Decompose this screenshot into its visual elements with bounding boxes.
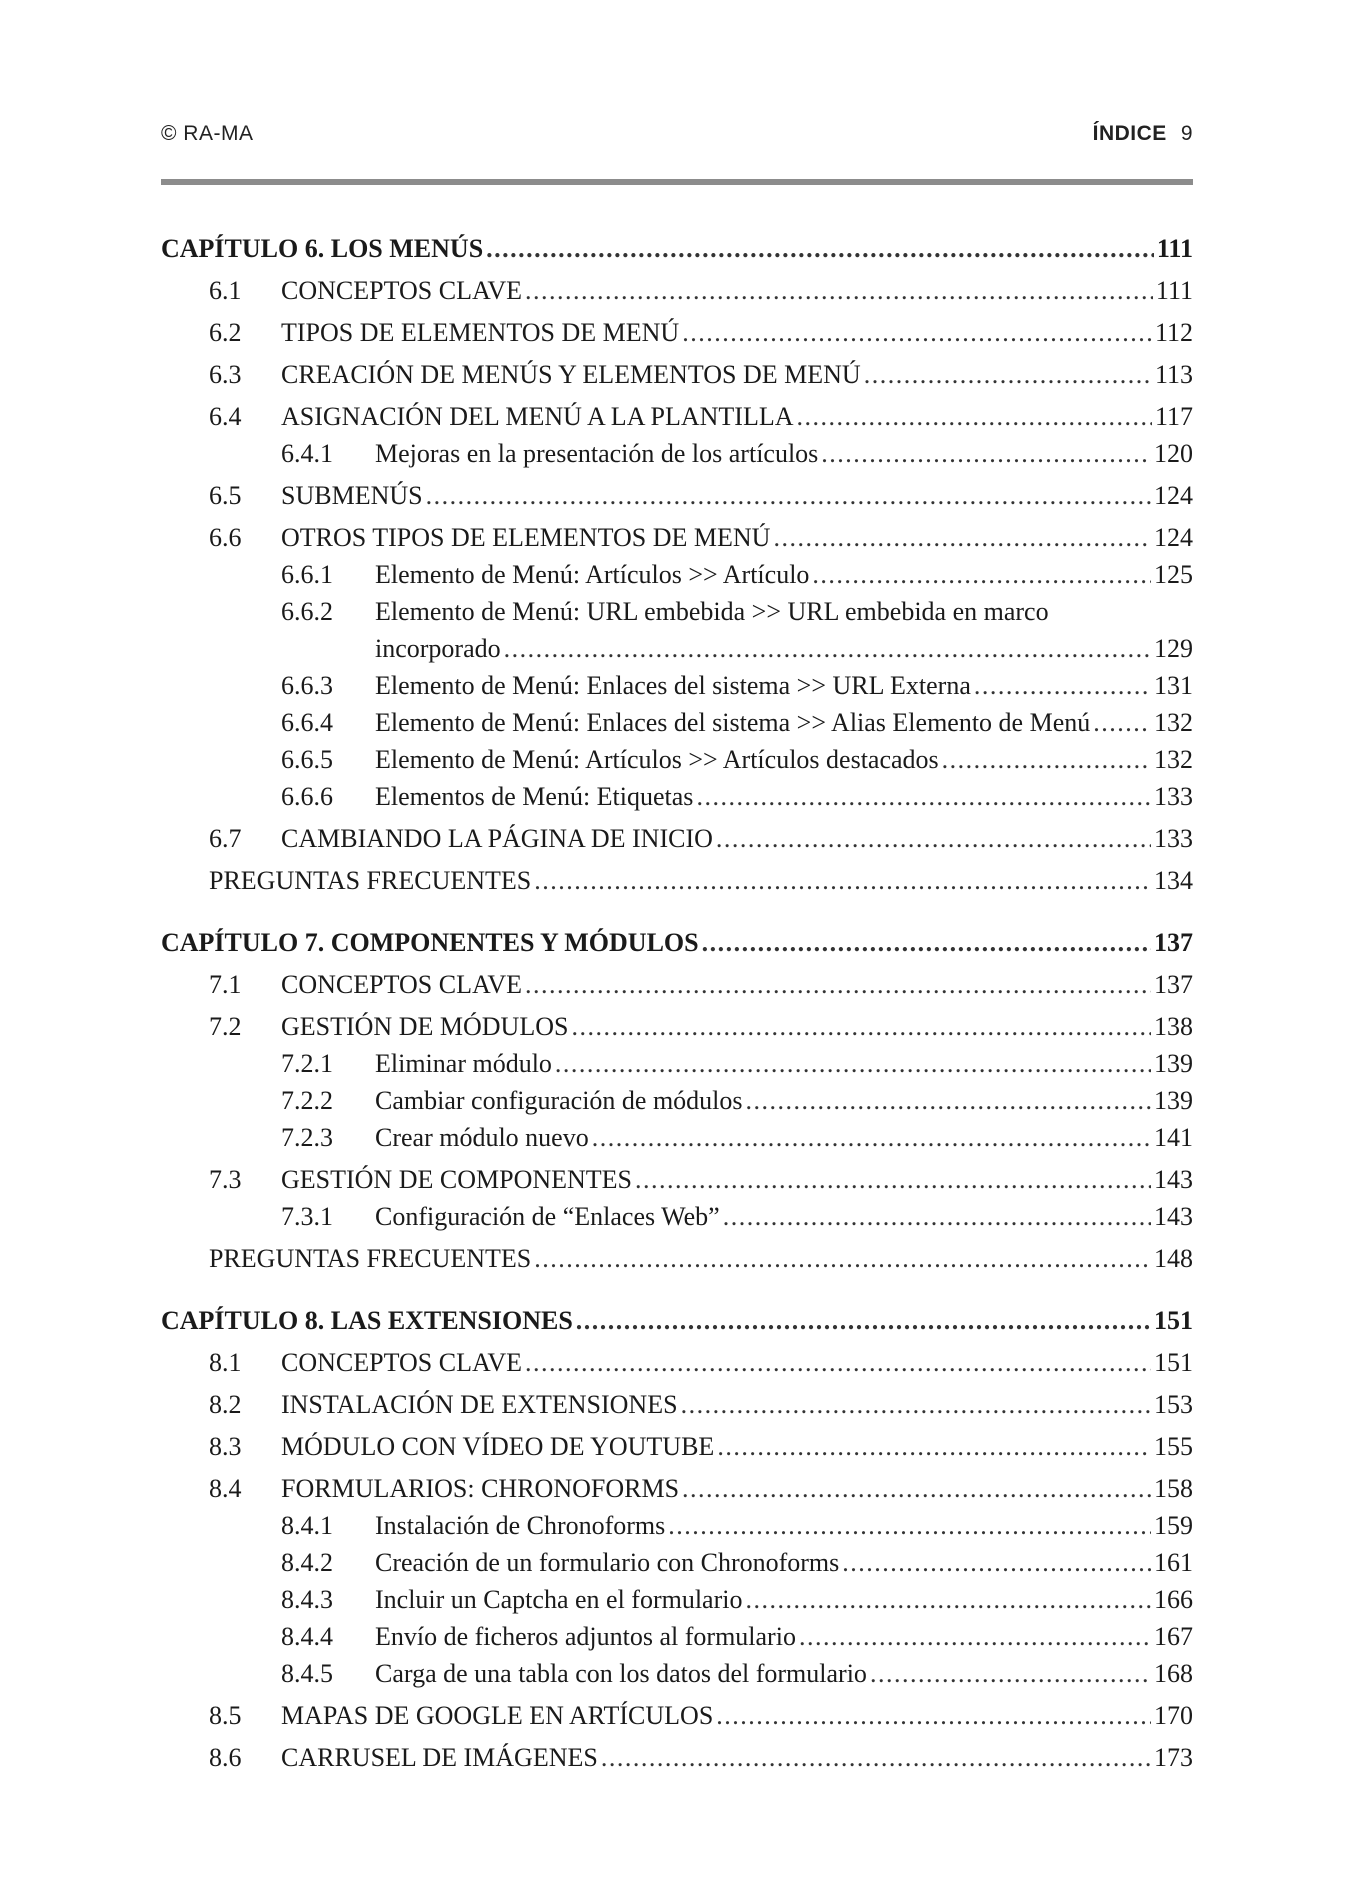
section-number: 8.5 bbox=[209, 1701, 242, 1730]
dot-leader bbox=[773, 519, 1151, 557]
entry-title: Instalación de Chronoforms bbox=[375, 1511, 666, 1540]
toc-entry[interactable] bbox=[161, 1739, 1193, 1777]
toc-entry[interactable] bbox=[161, 1344, 1193, 1382]
section-number: 6.6.3 bbox=[281, 671, 333, 700]
entry-page-number: 166 bbox=[1154, 1585, 1193, 1614]
toc-entry[interactable] bbox=[161, 966, 1193, 1004]
running-header bbox=[161, 116, 1193, 156]
toc-entry[interactable] bbox=[161, 1082, 1193, 1120]
entry-page-number: 112 bbox=[1154, 318, 1193, 347]
entry-page-number: 155 bbox=[1154, 1432, 1193, 1461]
dot-leader bbox=[534, 862, 1151, 900]
section-number: 6.6 bbox=[209, 523, 242, 552]
toc-entry[interactable] bbox=[161, 272, 1193, 310]
section-number: 8.4.3 bbox=[281, 1585, 333, 1614]
entry-page-number: 120 bbox=[1154, 439, 1193, 468]
dot-leader bbox=[696, 778, 1151, 816]
entry-title: Mejoras en la presentación de los artículos bbox=[375, 439, 819, 468]
entry-body bbox=[281, 1161, 1193, 1199]
dot-leader bbox=[682, 1470, 1151, 1508]
entry-body bbox=[209, 1240, 1193, 1278]
entry-page-number: 131 bbox=[1154, 671, 1193, 700]
section-number: 6.6.5 bbox=[281, 745, 333, 774]
entry-body bbox=[161, 924, 1193, 962]
dot-leader bbox=[426, 477, 1151, 515]
entry-page-number: 173 bbox=[1154, 1743, 1193, 1772]
section-number: 8.4.4 bbox=[281, 1622, 333, 1651]
entry-body bbox=[281, 477, 1193, 515]
toc-entry[interactable] bbox=[161, 314, 1193, 352]
entry-page-number: 111 bbox=[1156, 234, 1193, 263]
header-rule bbox=[161, 179, 1193, 185]
toc-entry[interactable] bbox=[161, 1161, 1193, 1199]
entry-body bbox=[375, 556, 1193, 594]
entry-title: incorporado bbox=[375, 634, 501, 663]
toc-entry[interactable] bbox=[161, 1544, 1193, 1582]
entry-body bbox=[281, 1470, 1193, 1508]
dot-leader bbox=[682, 314, 1152, 352]
dot-leader bbox=[974, 667, 1151, 705]
dot-leader bbox=[525, 1344, 1151, 1382]
entry-body bbox=[281, 314, 1193, 352]
entry-body bbox=[281, 398, 1193, 436]
entry-body bbox=[375, 667, 1193, 705]
dot-leader bbox=[746, 1082, 1151, 1120]
entry-page-number: 139 bbox=[1154, 1086, 1193, 1115]
section-number: 7.3.1 bbox=[281, 1202, 333, 1231]
entry-title: SUBMENÚS bbox=[281, 481, 423, 510]
entry-body bbox=[161, 230, 1193, 268]
entry-title: Configuración de “Enlaces Web” bbox=[375, 1202, 720, 1231]
toc-entry[interactable] bbox=[161, 1618, 1193, 1656]
entry-page-number: 153 bbox=[1154, 1390, 1193, 1419]
entry-page-number: 151 bbox=[1154, 1348, 1193, 1377]
entry-page-number: 133 bbox=[1154, 824, 1193, 853]
chapter-entry[interactable] bbox=[161, 924, 1193, 962]
entry-title: OTROS TIPOS DE ELEMENTOS DE MENÚ bbox=[281, 523, 771, 552]
section-number: 7.2 bbox=[209, 1012, 242, 1041]
entry-title: Carga de una tabla con los datos del formulario bbox=[375, 1659, 867, 1688]
entry-body bbox=[375, 593, 1193, 631]
entry-title: Elemento de Menú: Enlaces del sistema >> URL Externa bbox=[375, 671, 971, 700]
entry-title: CONCEPTOS CLAVE bbox=[281, 970, 523, 999]
chapter-entry[interactable] bbox=[161, 230, 1193, 268]
section-number: 6.6.2 bbox=[281, 597, 333, 626]
entry-title: PREGUNTAS FRECUENTES bbox=[209, 1244, 532, 1273]
entry-title: GESTIÓN DE MÓDULOS bbox=[281, 1012, 569, 1041]
dot-leader bbox=[864, 356, 1152, 394]
section-number: 8.1 bbox=[209, 1348, 242, 1377]
entry-page-number: 137 bbox=[1154, 970, 1193, 999]
entry-body bbox=[375, 1581, 1193, 1619]
section-number: 6.6.1 bbox=[281, 560, 333, 589]
section-number: 6.4 bbox=[209, 402, 242, 431]
toc-entry[interactable] bbox=[161, 778, 1193, 816]
dot-leader bbox=[942, 741, 1151, 779]
toc-entry[interactable] bbox=[161, 1581, 1193, 1619]
entry-page-number: 159 bbox=[1154, 1511, 1193, 1540]
section-number: 6.3 bbox=[209, 360, 242, 389]
entry-page-number: 124 bbox=[1154, 523, 1193, 552]
dot-leader bbox=[1093, 704, 1151, 742]
section-number: 7.2.3 bbox=[281, 1123, 333, 1152]
entry-body bbox=[375, 1198, 1193, 1236]
entry-page-number: 132 bbox=[1154, 745, 1193, 774]
entry-title: CAPÍTULO 8. LAS EXTENSIONES bbox=[161, 1306, 573, 1335]
toc-entry[interactable] bbox=[161, 435, 1193, 473]
entry-title: CARRUSEL DE IMÁGENES bbox=[281, 1743, 598, 1772]
entry-page-number: 132 bbox=[1154, 708, 1193, 737]
entry-title: Envío de ficheros adjuntos al formulario bbox=[375, 1622, 796, 1651]
section-number: 6.7 bbox=[209, 824, 242, 853]
entry-title: GESTIÓN DE COMPONENTES bbox=[281, 1165, 632, 1194]
dot-leader bbox=[555, 1045, 1151, 1083]
entry-body bbox=[375, 741, 1193, 779]
toc-entry[interactable] bbox=[161, 593, 1193, 631]
dot-leader bbox=[717, 1428, 1151, 1466]
section-label: ÍNDICE bbox=[1092, 122, 1167, 145]
section-number: 7.1 bbox=[209, 970, 242, 999]
section-number: 7.2.1 bbox=[281, 1049, 333, 1078]
entry-title: Elemento de Menú: Artículos >> Artículo bbox=[375, 560, 810, 589]
dot-leader bbox=[812, 556, 1151, 594]
page-number: 9 bbox=[1180, 122, 1193, 145]
copyright-label: © RA-MA bbox=[161, 122, 254, 145]
entry-body bbox=[375, 1045, 1193, 1083]
entry-body bbox=[375, 1507, 1193, 1545]
dot-leader bbox=[870, 1655, 1151, 1693]
entry-page-number: 141 bbox=[1154, 1123, 1193, 1152]
entry-title: Elemento de Menú: Enlaces del sistema >> Alias Elemento de Menú bbox=[375, 708, 1091, 737]
entry-title: Elemento de Menú: URL embebida >> URL embebida en marco bbox=[375, 597, 1049, 626]
entry-body bbox=[281, 1428, 1193, 1466]
entry-page-number: 134 bbox=[1154, 866, 1193, 895]
entry-page-number: 167 bbox=[1154, 1622, 1193, 1651]
dot-leader bbox=[702, 924, 1151, 962]
section-number: 6.1 bbox=[209, 276, 242, 305]
dot-leader bbox=[486, 230, 1154, 268]
entry-page-number: 161 bbox=[1154, 1548, 1193, 1577]
toc-entry[interactable] bbox=[161, 1119, 1193, 1157]
entry-body bbox=[281, 519, 1193, 557]
entry-title: MAPAS DE GOOGLE EN ARTÍCULOS bbox=[281, 1701, 714, 1730]
dot-leader bbox=[797, 398, 1152, 436]
entry-body bbox=[281, 272, 1193, 310]
entry-page-number: 138 bbox=[1154, 1012, 1193, 1041]
entry-page-number: 158 bbox=[1154, 1474, 1193, 1503]
entry-body bbox=[281, 1344, 1193, 1382]
entry-body bbox=[375, 1544, 1193, 1582]
entry-body bbox=[375, 1119, 1193, 1157]
entry-title: MÓDULO CON VÍDEO DE YOUTUBE bbox=[281, 1432, 715, 1461]
toc-entry[interactable] bbox=[161, 1386, 1193, 1424]
entry-body bbox=[281, 966, 1193, 1004]
entry-title: CONCEPTOS CLAVE bbox=[281, 1348, 523, 1377]
dot-leader bbox=[821, 435, 1151, 473]
toc-entry[interactable] bbox=[161, 1507, 1193, 1545]
entry-page-number: 148 bbox=[1154, 1244, 1193, 1273]
entry-title: Elementos de Menú: Etiquetas bbox=[375, 782, 694, 811]
entry-body bbox=[375, 435, 1193, 473]
toc-entry[interactable] bbox=[161, 630, 1193, 668]
toc-entry[interactable] bbox=[161, 667, 1193, 705]
entry-title: CREACIÓN DE MENÚS Y ELEMENTOS DE MENÚ bbox=[281, 360, 861, 389]
entry-page-number: 139 bbox=[1154, 1049, 1193, 1078]
entry-body bbox=[161, 1302, 1193, 1340]
entry-body bbox=[281, 1008, 1193, 1046]
entry-page-number: 133 bbox=[1154, 782, 1193, 811]
toc-entry[interactable] bbox=[161, 1470, 1193, 1508]
entry-title: CAMBIANDO LA PÁGINA DE INICIO bbox=[281, 824, 713, 853]
entry-title: CAPÍTULO 6. LOS MENÚS bbox=[161, 234, 484, 263]
entry-page-number: 151 bbox=[1154, 1306, 1193, 1335]
section-number: 7.3 bbox=[209, 1165, 242, 1194]
toc-entry[interactable] bbox=[161, 1240, 1193, 1278]
dot-leader bbox=[716, 1697, 1151, 1735]
toc-entry[interactable] bbox=[161, 862, 1193, 900]
dot-leader bbox=[635, 1161, 1151, 1199]
entry-title: Eliminar módulo bbox=[375, 1049, 552, 1078]
section-number: 8.4.5 bbox=[281, 1659, 333, 1688]
dot-leader bbox=[601, 1739, 1151, 1777]
entry-page-number: 143 bbox=[1154, 1202, 1193, 1231]
section-number: 6.4.1 bbox=[281, 439, 333, 468]
toc-entry[interactable] bbox=[161, 1198, 1193, 1236]
entry-page-number: 125 bbox=[1154, 560, 1193, 589]
entry-body bbox=[375, 1655, 1193, 1693]
entry-body bbox=[375, 630, 1193, 668]
toc-entry[interactable] bbox=[161, 519, 1193, 557]
toc-entry[interactable] bbox=[161, 704, 1193, 742]
entry-body bbox=[375, 1618, 1193, 1656]
entry-body bbox=[375, 1082, 1193, 1120]
section-number: 6.5 bbox=[209, 481, 242, 510]
section-number: 6.6.4 bbox=[281, 708, 333, 737]
entry-title: CAPÍTULO 7. COMPONENTES Y MÓDULOS bbox=[161, 928, 699, 957]
dot-leader bbox=[842, 1544, 1151, 1582]
entry-title: FORMULARIOS: CHRONOFORMS bbox=[281, 1474, 680, 1503]
entry-title: Elemento de Menú: Artículos >> Artículos destacados bbox=[375, 745, 939, 774]
toc-entry[interactable] bbox=[161, 1428, 1193, 1466]
section-number: 6.6.6 bbox=[281, 782, 333, 811]
entry-page-number: 170 bbox=[1154, 1701, 1193, 1730]
toc-entry[interactable] bbox=[161, 1008, 1193, 1046]
section-number: 7.2.2 bbox=[281, 1086, 333, 1115]
dot-leader bbox=[716, 820, 1151, 858]
section-number: 8.4.1 bbox=[281, 1511, 333, 1540]
dot-leader bbox=[681, 1386, 1151, 1424]
entry-title: TIPOS DE ELEMENTOS DE MENÚ bbox=[281, 318, 680, 347]
toc-entry[interactable] bbox=[161, 1697, 1193, 1735]
toc-entry[interactable] bbox=[161, 820, 1193, 858]
toc-entry[interactable] bbox=[161, 477, 1193, 515]
entry-body bbox=[375, 704, 1193, 742]
dot-leader bbox=[592, 1119, 1151, 1157]
dot-leader bbox=[504, 630, 1151, 668]
entry-body bbox=[209, 862, 1193, 900]
toc-entry[interactable] bbox=[161, 556, 1193, 594]
dot-leader bbox=[525, 966, 1151, 1004]
toc-entry[interactable] bbox=[161, 356, 1193, 394]
entry-page-number: 111 bbox=[1155, 276, 1193, 305]
dot-leader bbox=[799, 1618, 1151, 1656]
dot-leader bbox=[571, 1008, 1151, 1046]
entry-title: PREGUNTAS FRECUENTES bbox=[209, 866, 532, 895]
entry-page-number: 143 bbox=[1154, 1165, 1193, 1194]
entry-body bbox=[281, 1386, 1193, 1424]
toc-entry[interactable] bbox=[161, 1045, 1193, 1083]
entry-body bbox=[281, 1697, 1193, 1735]
entry-title: Cambiar configuración de módulos bbox=[375, 1086, 743, 1115]
entry-page-number: 137 bbox=[1154, 928, 1193, 957]
entry-body bbox=[281, 1739, 1193, 1777]
entry-page-number: 113 bbox=[1154, 360, 1193, 389]
entry-body bbox=[281, 820, 1193, 858]
entry-body bbox=[375, 778, 1193, 816]
dot-leader bbox=[534, 1240, 1151, 1278]
entry-page-number: 129 bbox=[1154, 634, 1193, 663]
toc-entry[interactable] bbox=[161, 398, 1193, 436]
section-number: 8.3 bbox=[209, 1432, 242, 1461]
section-number: 8.4.2 bbox=[281, 1548, 333, 1577]
section-number: 8.2 bbox=[209, 1390, 242, 1419]
dot-leader bbox=[745, 1581, 1151, 1619]
entry-title: Crear módulo nuevo bbox=[375, 1123, 589, 1152]
entry-title: INSTALACIÓN DE EXTENSIONES bbox=[281, 1390, 678, 1419]
section-and-page bbox=[1093, 122, 1193, 146]
entry-title: Incluir un Captcha en el formulario bbox=[375, 1585, 743, 1614]
dot-leader bbox=[525, 272, 1153, 310]
section-number: 8.6 bbox=[209, 1743, 242, 1772]
section-number: 8.4 bbox=[209, 1474, 242, 1503]
entry-title: CONCEPTOS CLAVE bbox=[281, 276, 523, 305]
toc-entry[interactable] bbox=[161, 741, 1193, 779]
dot-leader bbox=[576, 1302, 1151, 1340]
entry-page-number: 124 bbox=[1154, 481, 1193, 510]
entry-page-number: 117 bbox=[1154, 402, 1193, 431]
entry-body bbox=[281, 356, 1193, 394]
section-number: 6.2 bbox=[209, 318, 242, 347]
dot-leader bbox=[723, 1198, 1151, 1236]
dot-leader bbox=[668, 1507, 1151, 1545]
entry-page-number: 168 bbox=[1154, 1659, 1193, 1688]
entry-title: Creación de un formulario con Chronoforms bbox=[375, 1548, 840, 1577]
entry-title: ASIGNACIÓN DEL MENÚ A LA PLANTILLA bbox=[281, 402, 794, 431]
chapter-entry[interactable] bbox=[161, 1302, 1193, 1340]
toc-entry[interactable] bbox=[161, 1655, 1193, 1693]
